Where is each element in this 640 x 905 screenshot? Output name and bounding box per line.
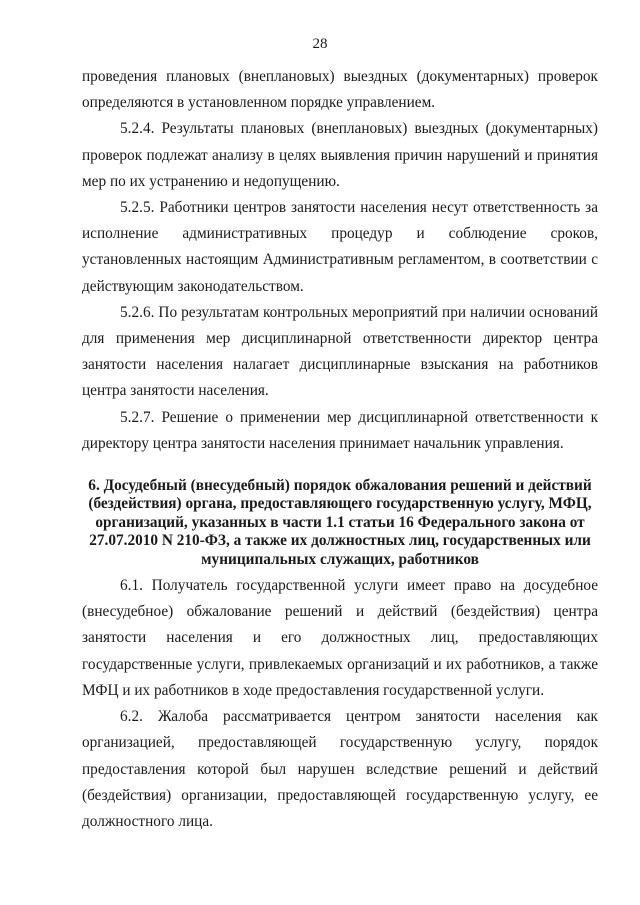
section-6-heading: 6. Досудебный (внесудебный) порядок обжалования решений и действий (бездействия) органа, предоставляющего государственную услугу, МФЦ, организаций, указанных в части 1.1 статьи 16 Федерального закона от 27.07.2010 N 210-ФЗ, а также их должностных лиц, государственных или муниципальных служащих, работников — [88, 477, 592, 568]
paragraph-5-2-6: 5.2.6. По результатам контрольных мероприятий при наличии оснований для применения мер дисциплинарной ответственности директор центра занятости населения налагает дисциплинарные взыскания на работников центра занятости населения. — [82, 303, 598, 400]
document-body — [82, 64, 598, 835]
paragraph-5-2-5: 5.2.5. Работники центров занятости населения несут ответственность за исполнение административных процедур и соблюдение сроков, установленных настоящим Административным регламентом, в соответствии с действующим законодательством. — [82, 199, 598, 295]
paragraph-6-2: 6.2. Жалоба рассматривается центром занятости населения как организацией, предоставляющей государственную услугу, порядок предоставления которой был нарушен вследствие решений и действий (бездействия) организации, предоставляющей государственную услугу, ее должностного лица. — [82, 708, 598, 830]
paragraph-5-2-4: 5.2.4. Результаты плановых (внеплановых) выездных (документарных) проверок подлежат анализу в целях выявления причин нарушений и принятия мер по их устранению и недопущению. — [82, 120, 598, 190]
paragraph-5-2-7: 5.2.7. Решение о применении мер дисциплинарной ответственности к директору центра занятости населения принимает начальник управления. — [82, 408, 598, 452]
paragraph-6-1: 6.1. Получатель государственной услуги имеет право на досудебное (внесудебное) обжалование решений и действий (бездействия) центра занятости населения и его должностных лиц, предоставляющих государственные услуги, привлекаемых организаций и их работников, а также МФЦ и их работников в ходе предоставления государственной услуги. — [82, 577, 598, 699]
page-number: 28 — [312, 36, 328, 52]
paragraph-continuation: проведения плановых (внеплановых) выездных (документарных) проверок определяются в установленном порядке управлением. — [82, 68, 598, 112]
